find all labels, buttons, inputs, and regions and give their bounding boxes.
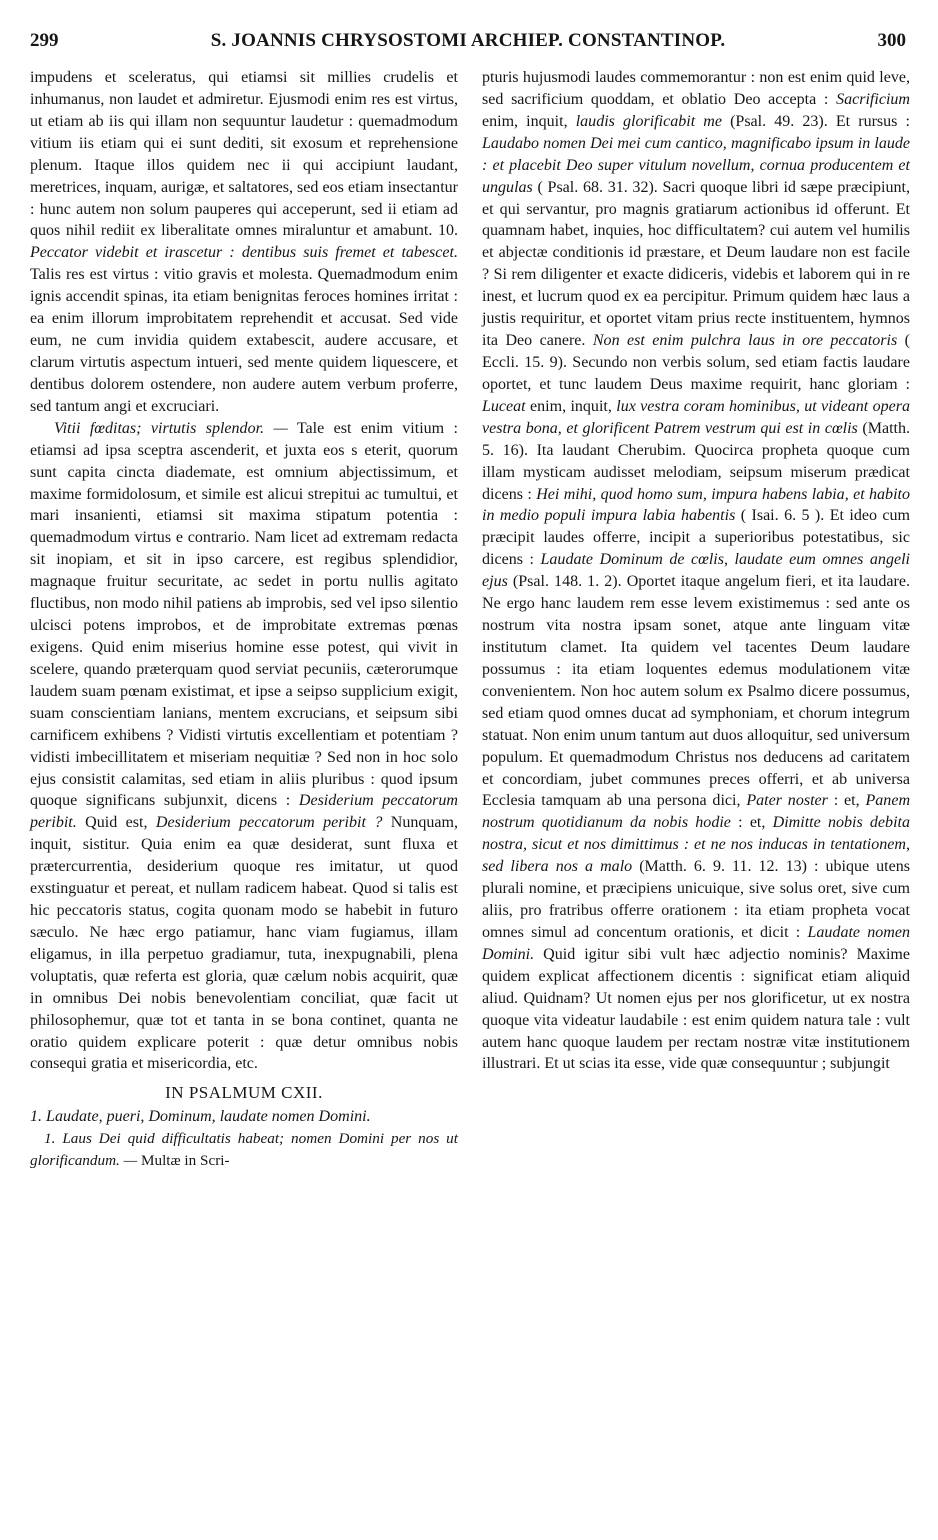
right-column xyxy=(482,67,910,1075)
text-run: Tale est enim vitium : etiamsi ad ipsa sceptra ascenderit, et juxta eos s eterit, quorum sunt capita cincta diademate, est omnium abjectissimum, et maxime formidolosum, et simile est alicui strepitui ac tumultui, et mari insanienti, etiamsi sit maxima stipatum potentia : quemadmodum virtus e contrario. Nam licet ad extremam redacta sit inopiam, et sit in ipso carcere, est regibus splendidior, magnaque fruitur securitate, ac sedet in portu nullis agitato fluctibus, non modo nihil patiens ab improbis, sed vel ipso silentio ulcisci potens improbos, et de improbitate extremas pœnas exigens. Quid enim miserius homine esse potest, qui vivit in scelere, quando præterquam quod serviat pecuniis, cæterorumque laudem suam pœnam existimat, et ipse a seipso supplicium exigit, suam conscientiam lanians, mentem excrucians, et seipsum sibi carnificem exhibens ? Vidisti virtutis excellentiam et potentiam ? vidisti imbecillitatem et miseriam nequitiæ ? Sed non in hoc solo ejus consistit calamitas, sed etiam in aliis pluribus : quod ipsum quoque significans subjunxit, dicens : xyxy=(30,419,458,810)
running-title: S. JOANNIS CHRYSOSTOMI ARCHIEP. CONSTANTINOP. xyxy=(210,30,726,51)
scripture-quote: Laudate nomen Domini. xyxy=(482,923,911,963)
scripture-quote: Non est enim pulchra laus in ore peccatoris xyxy=(592,332,898,350)
text-run: enim, inquit, xyxy=(530,397,612,415)
scripture-quote: Dimitte nobis debita nostra, sicut et nos dimittimus : et ne nos inducas in tentationem, sed libera nos a malo xyxy=(482,814,910,876)
text-run: enim, inquit, xyxy=(482,112,568,130)
scripture-quote: laudis glorificabit me xyxy=(575,112,722,130)
scripture-quote: Laudabo nomen Dei mei cum cantico, magnificabo ipsum in laude : et placebit Deo super vitulum novellum, cornua producentem et ungulas xyxy=(482,134,910,196)
text-run: ( Isai. 6. 5 ). Et ideo cum præcipit laudes offerre, incipit a superioribus potestatibus, sic dicens : xyxy=(482,507,910,569)
commentary-start xyxy=(30,1128,458,1172)
text-run: (Matth. 6. 9. 11. 12. 13) : ubique utens plurali nomine, et præcipiens unicuique, sive solus oret, sive cum aliis, pro fratribus offerre orationem : ita etiam propheta vocat omnes simul ad concentum orationis, et dicit : xyxy=(482,858,910,941)
text-run: ( Eccli. 15. 9). Secundo non verbis solum, sed etiam factis laudare oportet, et tunc laudem Deus maxime requirit, hanc gloriam : xyxy=(482,332,910,393)
scripture-quote: Desiderium peccatorum peribit. xyxy=(30,792,458,832)
psalm-verse: 1. Laudate, pueri, Dominum, laudate nomen Domini. xyxy=(30,1108,371,1126)
page-number-left: 299 xyxy=(30,30,59,51)
text-run: Quid igitur sibi vult hæc adjectio nominis? Maxime quidem explicat affectionem dicentis : significat etiam aliquid aliud. Quidnam? Ut nomen ejus per nos glorificetur, ut ex nostra quoque vita videatur laudabile : est enim quidem natura tale : vult autem hanc quoque laudem per rectam nostræ vitæ institutionem illustrari. Et ut scias ita esse, vide quæ consequuntur ; subjungit xyxy=(482,945,910,1073)
text-run: impudens et sceleratus, qui etiamsi sit millies crudelis et inhumanus, non laudet et admiretur. Ejusmodi enim res est virtus, ut etiam ab iis qui illam non sequuntur laudetur : quemadmodum vitium iis etiam qui ei sunt dediti, sit exosum et reprehensione plenum. Itaque illos quidem nec ii qui accipiunt laudant, meretrices, inquam, aurigæ, et saltatores, sed eos etiam insectantur : hunc autem non solum pauperes qui acceperunt, sed ii etiam ad quos nihil rediit ex liberalitate omnes miraluntur et amabunt. 10. xyxy=(30,69,458,240)
text-run: Talis res est virtus : vitio gravis et molesta. Quemadmodum enim ignis accendit spinas, ita etiam benignitas feroces homines irritat : ea enim illorum improbitatem reprehendit et accusat. Sed vide eum, ne cum invidia quidem extabescit, audere accusare, et clarum virtutis aspectum intueri, sed mente quidem liquescere, et dentibus dolorem ostendere, non audere autem verbum proferre, sed tantum angi et excruciari. xyxy=(30,266,458,415)
running-header xyxy=(30,30,906,58)
text-run: Quid est, xyxy=(85,814,148,832)
section-title: IN PSALMUM CXII. xyxy=(165,1083,323,1103)
text-run: Multæ in Scri- xyxy=(140,1152,230,1170)
text-run: : et, xyxy=(833,792,860,810)
page-number-right: 300 xyxy=(877,30,906,51)
text-run: ( Psal. 68. 31. 32). Sacri quoque libri id sæpe præcipiunt, et qui servantur, pro magnis gratiarum actionibus id offerunt. Et quamnam habet, inquies, hoc difficultatem? cui autem vel humilis et abjectæ conditionis id præstare, et Deum laudare non est facile ? Si rem diligenter et exacte didiceris, videbis et laborem qui in re inest, et lucrum quod ex ea percipitur. Primum quidem hæc laus a justis requiritur, et oportet vitam prius recte instituentem, hymnos ita Deo canere. xyxy=(482,178,910,350)
scripture-quote: Desiderium peccatorum peribit ? xyxy=(155,814,383,832)
text-run: (Matth. 5. 16). Ita laudant Cherubim. Quocirca propheta quoque cum illam mysticam audisset melodiam, seipsum miserum prædicat dicens : xyxy=(482,419,910,503)
paragraph-vitii-foeditas xyxy=(30,418,458,1076)
scripture-quote: Hei mihi, quod homo sum, impura habens labia, et habito in medio populi impura labia habentis xyxy=(482,485,910,525)
scripture-quote: Sacrificium xyxy=(836,90,910,108)
text-run: (Psal. 49. 23). Et rursus : xyxy=(730,112,910,130)
scripture-quote: Luceat xyxy=(482,397,526,415)
scripture-quote: Peccator videbit et irascetur : dentibus suis fremet et tabescet. xyxy=(30,244,458,262)
scripture-quote: Pater noster xyxy=(746,792,828,810)
paragraph-laudes-continued xyxy=(482,67,910,1075)
text-run: pturis hujusmodi laudes commemorantur : non est enim quid leve, sed sacrificium quoddam, et oblatio Deo accepta : xyxy=(482,69,910,108)
scripture-quote: Laudate Dominum de cœlis, laudate eum omnes angeli ejus xyxy=(482,551,910,591)
commentary-heading: 1. Laus Dei quid difficultatis habeat; nomen Domini per nos ut glorificandum. — xyxy=(30,1130,458,1170)
text-run: (Psal. 148. 1. 2). Oportet itaque angelum fieri, et ita laudare. Ne ergo hanc laudem rem esse levem existimemus : sed ante os nostrum vita nostra ipsam sonet, atque ante linguam vitæ institutum clamet. Ita quidem vel tacentes Deum laudare possumus : ita etiam loquentes edemus modulationem vitæ convenientem. Non hoc autem solum ex Psalmo dicere possumus, sed etiam quod omnes ducat ad symphoniam, et chorum integrum statuat. Non enim unum tantum aut duos alloquitur, sed universum populum. Et quemadmodum Christus nos deducens ad caritatem et concordiam, jubet communes preces offerri, et ab universa Ecclesia tamquam ab una persona dici, xyxy=(482,573,910,810)
scripture-quote: Panem nostrum quotidianum da nobis hodie xyxy=(482,792,911,832)
paragraph-heading: Vitii fœditas; virtutis splendor. — xyxy=(54,419,288,437)
text-run: : et, xyxy=(738,814,766,832)
text-run: Nunquam, inquit, sistitur. Quia enim ea quæ desiderat, sunt fluxa et prætercurrentia, desiderium quoque res imitatur, ut quod exstinguatur et pereat, et nullam radicem habeat. Quod si talis est hic peccatoris status, cogita quonam modo se habebit in futuro sæculo. Ne hæc ergo patiamur, hanc viam fugiamus, illam eligamus, in illa perpetuo gradiamur, tuta, inexpugnabili, plena voluptatis, quæ referta est gloria, quæ cælum nobis acquirit, quæ in omnibus Dei nobis benevolentiam conciliat, quæ facit ut philosophemur, quæ tot et tanta in se bona continet, quanta ne oratio quidem explicare poterit : quæ detur omnibus nobis consequi gratia et misericordia, etc. xyxy=(30,814,458,1073)
left-column xyxy=(30,67,458,1172)
scripture-quote: lux vestra coram hominibus, ut videant opera vestra bona, et glorificent Patrem vestrum qui est in cœlis xyxy=(482,397,910,437)
paragraph-vice-continued xyxy=(30,67,458,418)
